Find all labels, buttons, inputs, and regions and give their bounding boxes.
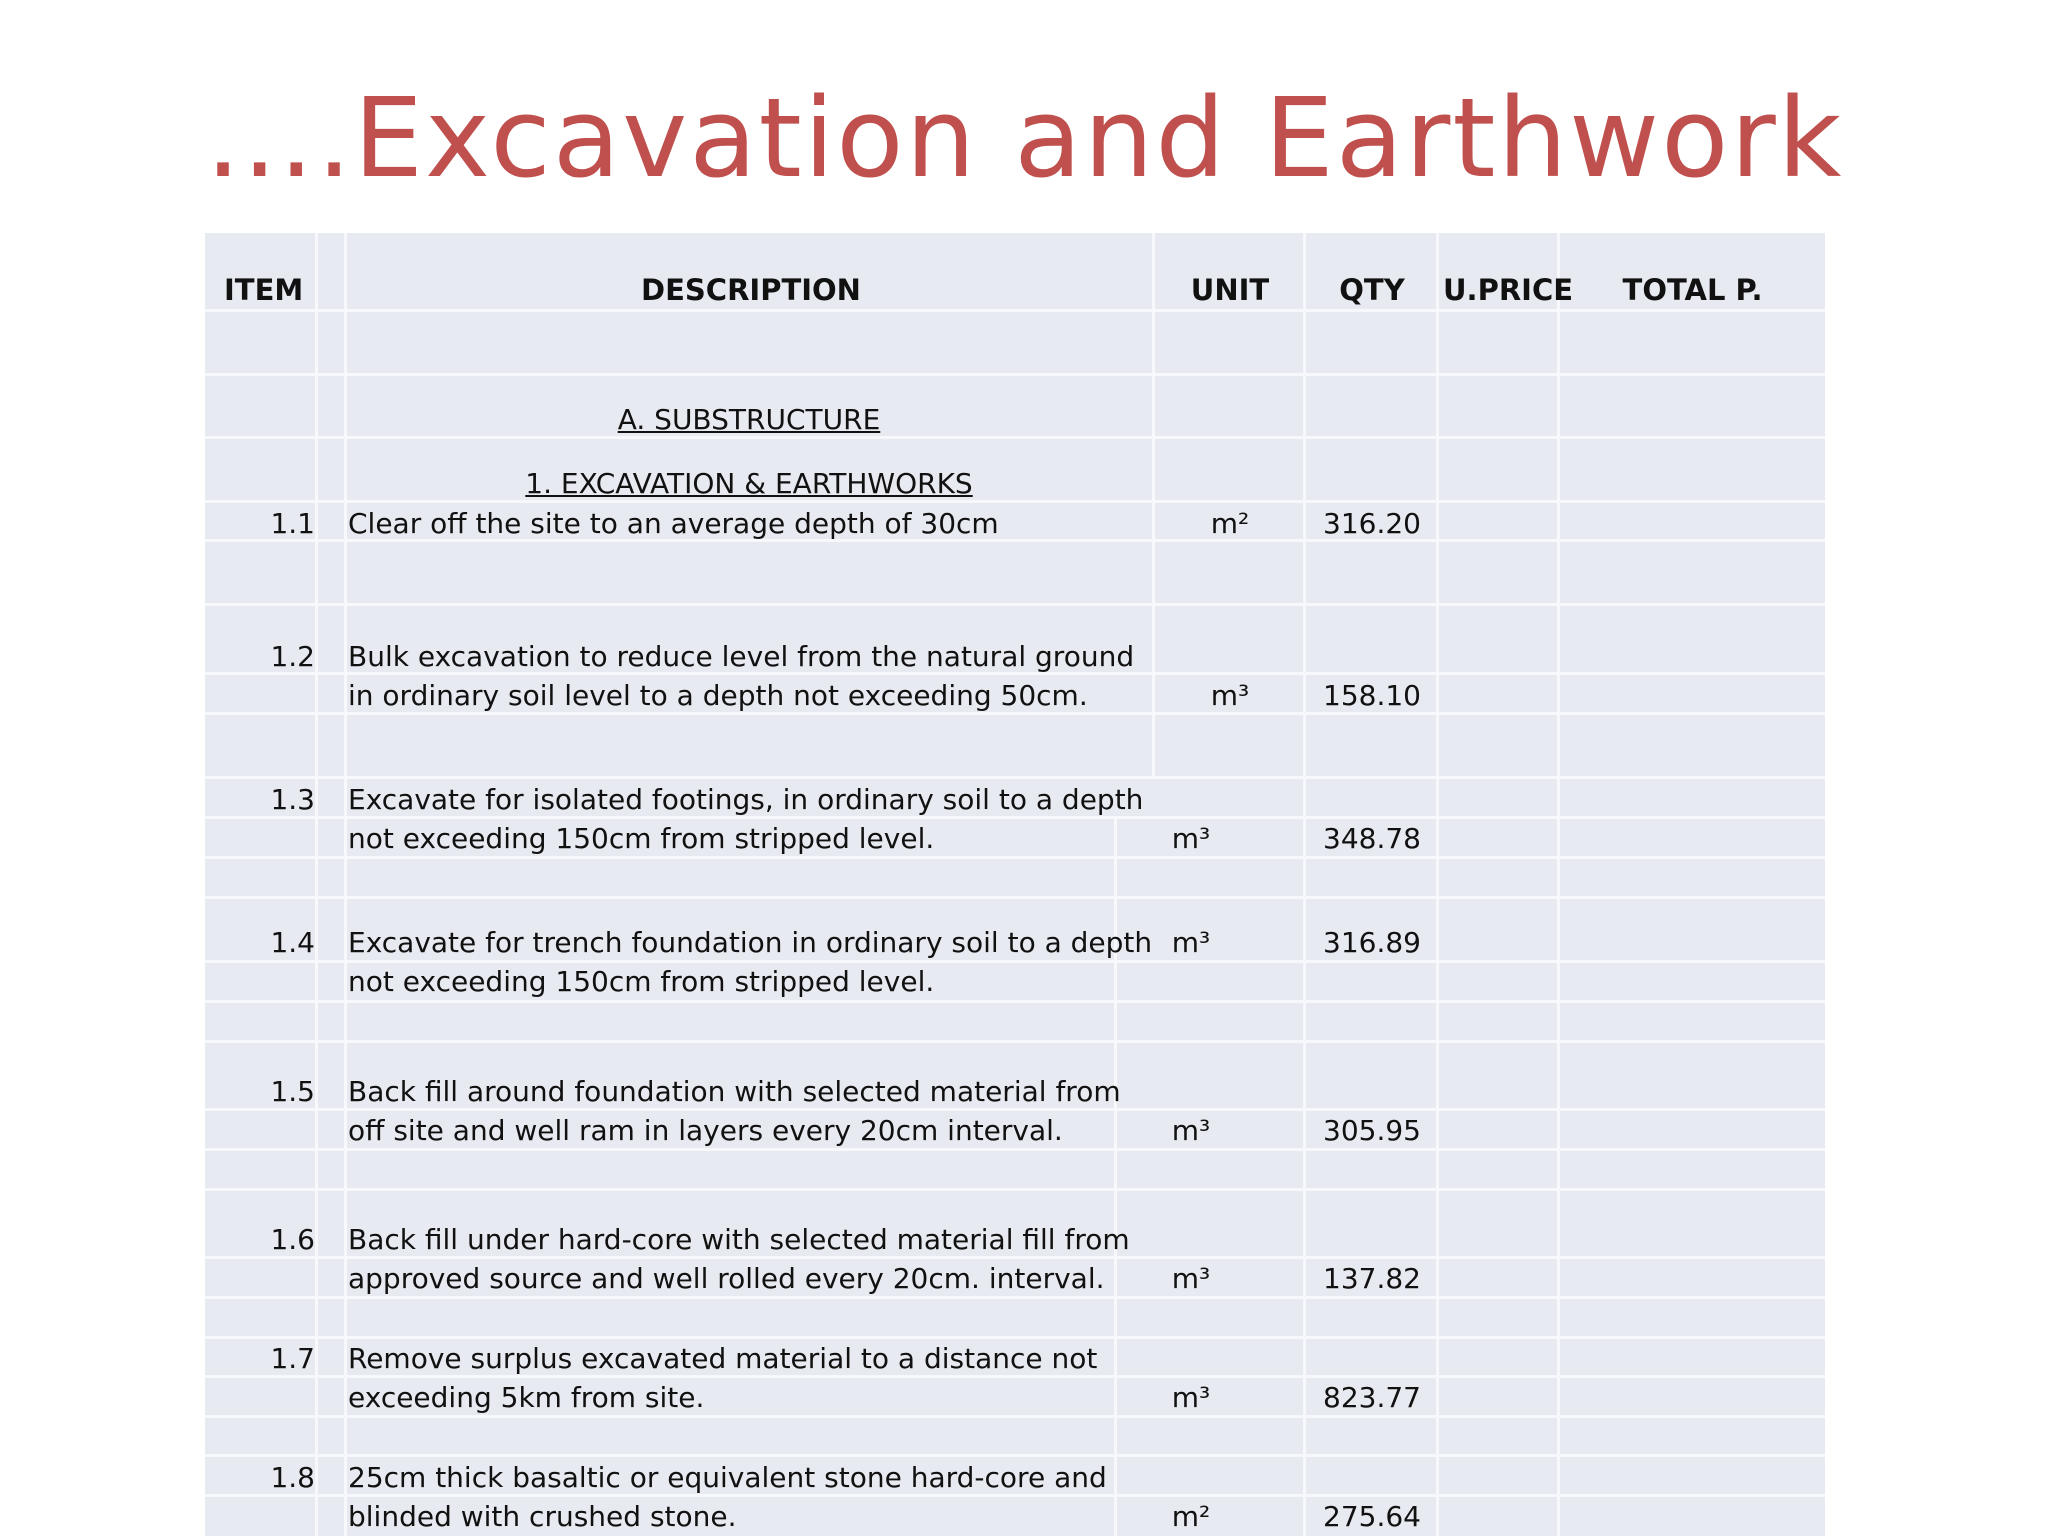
table-row-unit: m³	[1171, 822, 1211, 855]
table-row-description: Bulk excavation to reduce level from the natural ground	[348, 640, 1135, 673]
header-total: TOTAL P.	[1622, 273, 1763, 307]
table-row-item: 1.6	[270, 1223, 315, 1256]
table-row-description: Clear off the site to an average depth of 30cm	[348, 507, 999, 540]
grid-column-line	[1436, 233, 1439, 1536]
table-row-unit: m²	[1171, 1500, 1211, 1533]
grid-row-line	[205, 1336, 1825, 1339]
table-row-item: 1.1	[270, 507, 315, 540]
grid-row-line	[205, 1040, 1825, 1043]
grid-column-line	[1557, 233, 1560, 1536]
table-row-item: 1.7	[270, 1342, 315, 1375]
grid-row-line	[205, 776, 1825, 779]
slide-title: ….Excavation and Earthwork	[204, 74, 1844, 202]
table-row-unit: m³	[1210, 679, 1250, 712]
table-row-description: not exceeding 150cm from stripped level.	[348, 965, 935, 998]
grid-row-line	[205, 1454, 1825, 1457]
table-row-unit: m³	[1171, 1381, 1211, 1414]
table-row-description: not exceeding 150cm from stripped level.	[348, 822, 935, 855]
grid-row-line	[205, 896, 1825, 899]
section-heading: A. SUBSTRUCTURE	[617, 403, 881, 436]
table-row-description: exceeding 5km from site.	[348, 1381, 705, 1414]
table-row-item: 1.5	[270, 1075, 315, 1108]
grid-column-line	[1114, 816, 1117, 1536]
header-unit: UNIT	[1190, 273, 1270, 307]
grid-column-line	[344, 233, 347, 1536]
grid-row-line	[205, 603, 1825, 606]
table-row-description: 25cm thick basaltic or equivalent stone hard-core and	[348, 1461, 1107, 1494]
header-qty: QTY	[1339, 273, 1405, 307]
table-row-unit: m³	[1171, 1262, 1211, 1295]
grid-row-line	[205, 1000, 1825, 1003]
table-row-unit: m³	[1171, 926, 1211, 959]
table-row-item: 1.2	[270, 640, 315, 673]
table-row-description: off site and well ram in layers every 20cm interval.	[348, 1114, 1063, 1147]
table-row-item: 1.4	[270, 926, 315, 959]
table-row-qty: 275.64	[1323, 1500, 1421, 1533]
grid-row-line	[205, 309, 1825, 312]
table-row-description: Excavate for trench foundation in ordinary soil to a depth	[348, 926, 1153, 959]
grid-row-line	[205, 1188, 1825, 1191]
table-row-description: approved source and well rolled every 20cm. interval.	[348, 1262, 1105, 1295]
grid-column-line	[315, 233, 318, 1536]
table-row-unit: m³	[1171, 1114, 1211, 1147]
grid-column-line	[1303, 233, 1306, 1536]
header-description: DESCRIPTION	[641, 273, 861, 307]
table-row-qty: 823.77	[1323, 1381, 1421, 1414]
grid-column-line	[1152, 233, 1155, 776]
table-row-description: Remove surplus excavated material to a distance not	[348, 1342, 1098, 1375]
header-uprice: U.PRICE	[1443, 273, 1574, 307]
subsection-heading: 1. EXCAVATION & EARTHWORKS	[525, 467, 973, 500]
table-row-qty: 316.89	[1323, 926, 1421, 959]
header-item: ITEM	[224, 273, 304, 307]
table-row-description: Back fill around foundation with selected material from	[348, 1075, 1121, 1108]
table-row-description: Back fill under hard-core with selected material fill from	[348, 1223, 1130, 1256]
table-row-qty: 305.95	[1323, 1114, 1421, 1147]
table-row-description: blinded with crushed stone.	[348, 1500, 737, 1533]
table-row-qty: 316.20	[1323, 507, 1421, 540]
table-row-item: 1.8	[270, 1461, 315, 1494]
table-row-description: Excavate for isolated footings, in ordinary soil to a depth	[348, 783, 1144, 816]
table-row-qty: 137.82	[1323, 1262, 1421, 1295]
table-row-description: in ordinary soil level to a depth not exceeding 50cm.	[348, 679, 1088, 712]
table-row-qty: 158.10	[1323, 679, 1421, 712]
table-row-qty: 348.78	[1323, 822, 1421, 855]
table-row-item: 1.3	[270, 783, 315, 816]
grid-row-line	[205, 373, 1825, 376]
table-row-unit: m²	[1210, 507, 1250, 540]
